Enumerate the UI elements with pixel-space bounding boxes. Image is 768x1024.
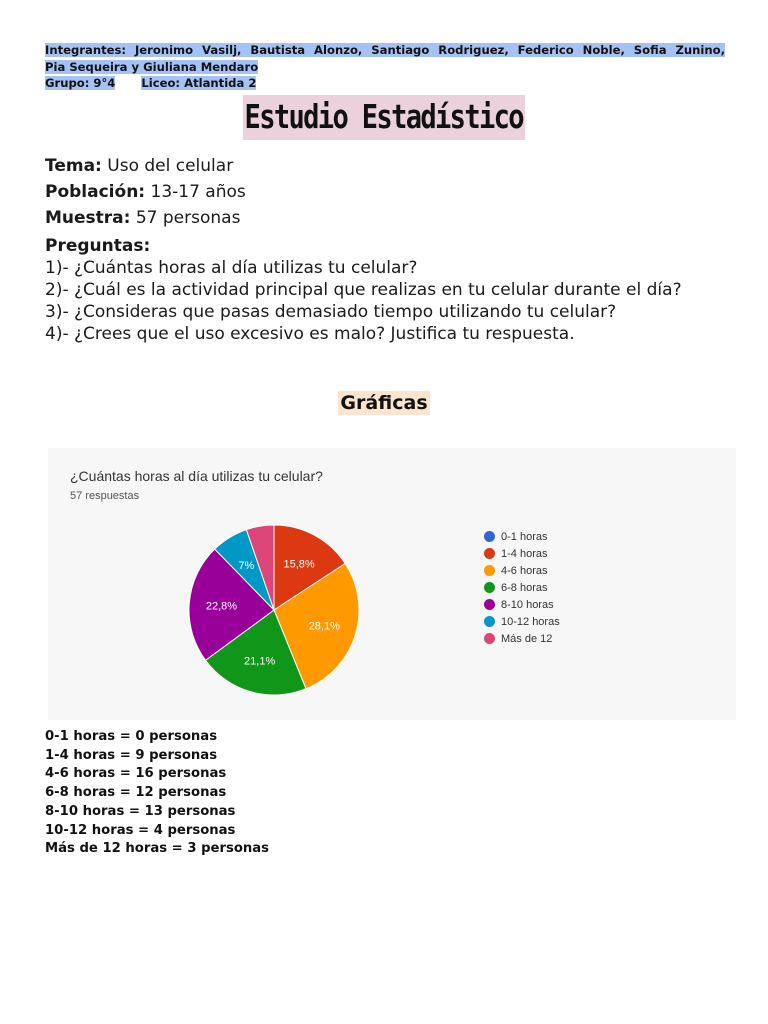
count-line: Más de 12 horas = 3 personas (45, 841, 270, 857)
poblacion-value: 13-17 años (150, 182, 246, 202)
legend-swatch (484, 582, 495, 593)
counts-list (45, 728, 269, 859)
muestra-label: Muestra: (45, 208, 131, 228)
tema-label: Tema: (45, 156, 102, 176)
pie-percent-label: 22,8% (205, 600, 238, 613)
question-item: 3)- ¿Consideras que pasas demasiado tiempo utilizando tu celular? (45, 302, 617, 322)
pie-percent-label: 28,1% (308, 620, 340, 633)
count-line: 1-4 horas = 9 personas (45, 747, 218, 763)
pie-chart (48, 448, 736, 720)
legend-item (484, 562, 560, 579)
members-line-2: Pia Sequeira y Giuliana Mendaro (45, 59, 259, 74)
legend-label: 1-4 horas (501, 547, 548, 560)
legend-swatch (484, 599, 495, 610)
question-item: 2)- ¿Cuál es la actividad principal que realizas en tu celular durante el día? (45, 280, 682, 300)
chart-subtitle: 57 respuestas (70, 490, 140, 502)
pie-percent-label: 15,8% (283, 558, 315, 571)
study-info (45, 153, 725, 231)
tema-row (45, 153, 725, 179)
count-line: 6-8 horas = 12 personas (45, 785, 227, 801)
legend-item (484, 528, 560, 545)
legend-swatch (484, 616, 495, 627)
count-line: 10-12 horas = 4 personas (45, 822, 236, 838)
tema-value: Uso del celular (107, 156, 234, 176)
pie-percent-label: 21,1% (244, 655, 276, 668)
count-line: 8-10 horas = 13 personas (45, 803, 236, 819)
pie-chart-card (48, 448, 736, 720)
chart-title: ¿Cuántas horas al día utilizas tu celular? (70, 468, 323, 484)
chart-legend (484, 528, 560, 647)
muestra-value: 57 personas (135, 208, 241, 228)
legend-item (484, 596, 560, 613)
legend-label: Más de 12 (501, 632, 553, 645)
members-line-1: Integrantes: Jeronimo Vasilj, Bautista Alonzo, Santiago Rodriguez, Federico Noble, Sofia Zunino, (45, 43, 725, 57)
header-block (45, 42, 725, 92)
question-item: 4)- ¿Crees que el uso excesivo es malo? Justifica tu respuesta. (45, 324, 575, 344)
legend-item (484, 613, 560, 630)
poblacion-row (45, 179, 725, 205)
legend-item (484, 630, 560, 647)
legend-swatch (484, 565, 495, 576)
legend-item (484, 545, 560, 562)
legend-swatch (484, 633, 495, 644)
school-label: Liceo: Atlantida 2 (141, 76, 257, 91)
legend-label: 0-1 horas (501, 530, 548, 543)
question-item: 1)- ¿Cuántas horas al día utilizas tu celular? (45, 258, 418, 278)
graficas-heading: Gráficas (340, 392, 428, 414)
legend-label: 6-8 horas (501, 581, 548, 594)
document-title: Estudio Estadístico (243, 95, 525, 140)
count-line: 0-1 horas = 0 personas (45, 729, 218, 744)
muestra-row (45, 205, 725, 231)
poblacion-label: Población: (45, 182, 146, 202)
legend-swatch (484, 531, 495, 542)
legend-swatch (484, 548, 495, 559)
group-label: Grupo: 9°4 (45, 76, 116, 91)
pie-percent-label: 7% (238, 560, 255, 573)
questions-list (45, 235, 715, 345)
legend-label: 10-12 horas (501, 615, 560, 628)
legend-label: 8-10 horas (501, 598, 554, 611)
questions-heading: Preguntas: (45, 236, 151, 256)
count-line: 4-6 horas = 16 personas (45, 766, 227, 782)
legend-item (484, 579, 560, 596)
legend-label: 4-6 horas (501, 564, 548, 577)
